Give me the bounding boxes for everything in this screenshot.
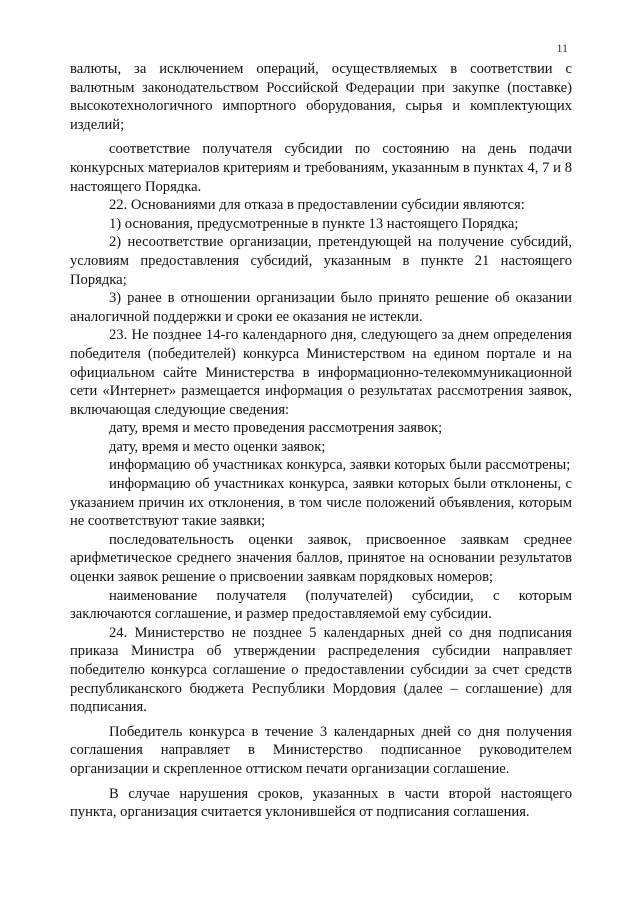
paragraph: 3) ранее в отношении организации было принято решение об оказании аналогичной поддержки и сроки ее оказания не истекли. — [70, 290, 572, 325]
page-number: 11 — [556, 41, 568, 55]
paragraph: наименование получателя (получателей) субсидии, с которым заключаются соглашение, и размер предоставляемой ему субсидии. — [70, 587, 572, 623]
paragraph: В случае нарушения сроков, указанных в части второй настоящего пункта, организация считается уклонившейся от подписания соглашения. — [70, 785, 572, 821]
paragraph: Победитель конкурса в течение 3 календарных дней со дня получения соглашения направляет в Министерство подписанное руководителем организации и скрепленное оттиском печати организации соглашение. — [70, 723, 572, 777]
paragraph: последовательность оценки заявок, присвоенное заявкам среднее арифметическое среднего значения баллов, принятое на основании результатов оценки заявок решение о присвоении заявкам порядковых номеров; — [70, 531, 572, 586]
paragraph: 22. Основаниями для отказа в предоставлении субсидии являются: — [109, 197, 525, 214]
paragraph: информацию об участниках конкурса, заявки которых были отклонены, с указанием причин их отклонения, в том числе положений объявления, которым не соответствуют такие заявки; — [70, 476, 572, 530]
document-body — [70, 60, 572, 822]
paragraph: 1) основания, предусмотренные в пункте 13 настоящего Порядка; — [109, 215, 519, 232]
paragraph: дату, время и место оценки заявок; — [109, 438, 326, 455]
paragraph: информацию об участниках конкурса, заявки которых были рассмотрены; — [109, 457, 571, 474]
paragraph: валюты, за исключением операций, осуществляемых в соответствии с валютным законодательством Российской Федерации при закупке (поставке) высокотехнологичного импортного оборудования, сырья и комплектующих изделий; — [70, 61, 572, 133]
paragraph: 23. Не позднее 14-го календарного дня, следующего за днем определения победителя (победителей) конкурса Министерством на едином портале и на официальном сайте Министерства в информационно-телекоммуникационной сети «Интернет» размещается информация о результатах рассмотрения заявок, включающая следующие сведения: — [70, 327, 572, 418]
paragraph: соответствие получателя субсидии по состоянию на день подачи конкурсных материалов критериям и требованиям, указанным в пунктах 4, 7 и 8 настоящего Порядка. — [70, 141, 572, 195]
paragraph: 24. Министерство не позднее 5 календарных дней со дня подписания приказа Министра об утверждении распределения субсидии направляет победителю конкурса соглашение о предоставлении субсидии за счет средств республиканского бюджета Республики Мордовия (далее – соглашение) для подписания. — [70, 624, 572, 716]
paragraph: 2) несоответствие организации, претендующей на получение субсидий, условиям предоставления субсидий, указанным в пункте 21 настоящего Порядка; — [70, 234, 572, 288]
paragraph: дату, время и место проведения рассмотрения заявок; — [109, 420, 443, 437]
